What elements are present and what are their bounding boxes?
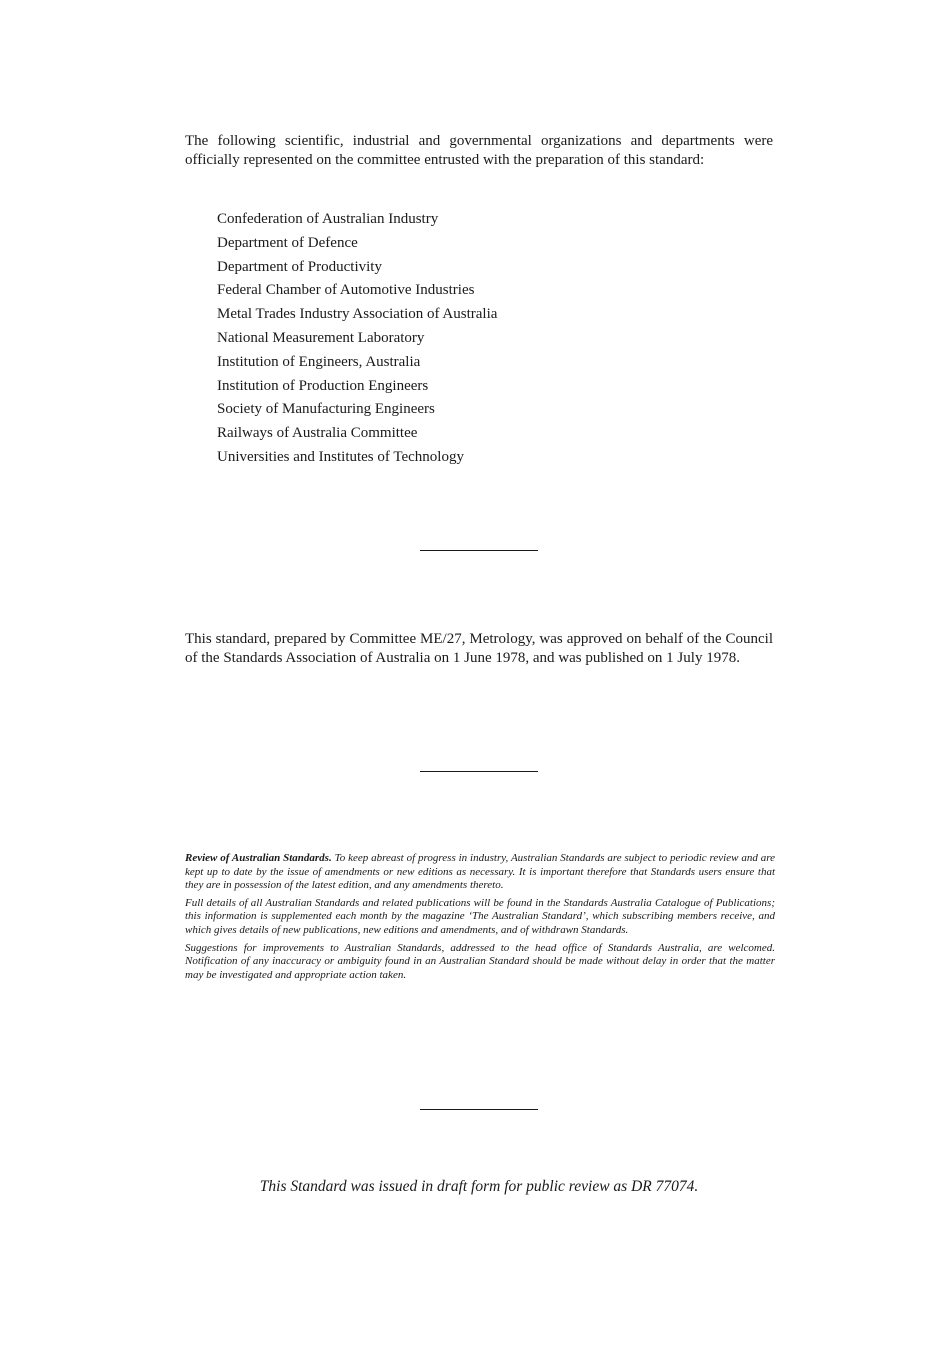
section-divider <box>420 771 538 772</box>
section-divider <box>420 1109 538 1110</box>
organization-item: Institution of Engineers, Australia <box>217 353 421 370</box>
organization-item: Railways of Australia Committee <box>217 425 418 442</box>
organization-item: Society of Manufacturing Engineers <box>217 401 435 418</box>
review-notice <box>185 852 775 986</box>
organization-item: Department of Defence <box>217 234 358 251</box>
review-heading: Review of Australian Standards. <box>185 852 332 864</box>
review-paragraph-1-text: To keep abreast of progress in industry, Australian Standards are subject to periodic review and are kept up to date by the issue of amendments or new editions as necessary. It is important therefore that Standards users ensure that they are in possession of the latest edition, and any amendments thereto. <box>185 852 775 892</box>
organization-item: Institution of Production Engineers <box>217 377 429 394</box>
section-divider <box>420 550 538 551</box>
review-paragraph-1 <box>185 852 775 893</box>
organization-item: Federal Chamber of Automotive Industries <box>217 282 475 299</box>
organization-item: National Measurement Laboratory <box>217 329 425 346</box>
organization-item: Confederation of Australian Industry <box>217 211 439 227</box>
organization-item: Universities and Institutes of Technology <box>217 448 464 465</box>
organization-item: Metal Trades Industry Association of Australia <box>217 306 498 323</box>
review-paragraph-2: Full details of all Australian Standards and related publications will be found in the Standards Australia Catalogue of Publications; this information is supplemented each month by the magazine ‘The Australian Standard’, which subscribing members receive, and which gives details of new publications, new editions and amendments, and of withdrawn Standards. <box>185 896 775 936</box>
draft-note: This Standard was issued in draft form for public review as DR 77074. <box>259 1178 699 1195</box>
organization-list <box>217 208 497 470</box>
committee-intro-paragraph: The following scientific, industrial and governmental organizations and departments were officially represented on the committee entrusted with the preparation of this standard: <box>185 133 773 168</box>
organization-item: Department of Productivity <box>217 258 382 275</box>
approval-paragraph: This standard, prepared by Committee ME/27, Metrology, was approved on behalf of the Council of the Standards Association of Australia on 1 June 1978, and was published on 1 July 1978. <box>185 631 773 666</box>
review-paragraph-3: Suggestions for improvements to Australian Standards, addressed to the head office of Standards Australia, are welcomed. Notification of any inaccuracy or ambiguity found in an Australian Standard should be made without delay in order that the matter may be investigated and appropriate action taken. <box>185 941 775 981</box>
